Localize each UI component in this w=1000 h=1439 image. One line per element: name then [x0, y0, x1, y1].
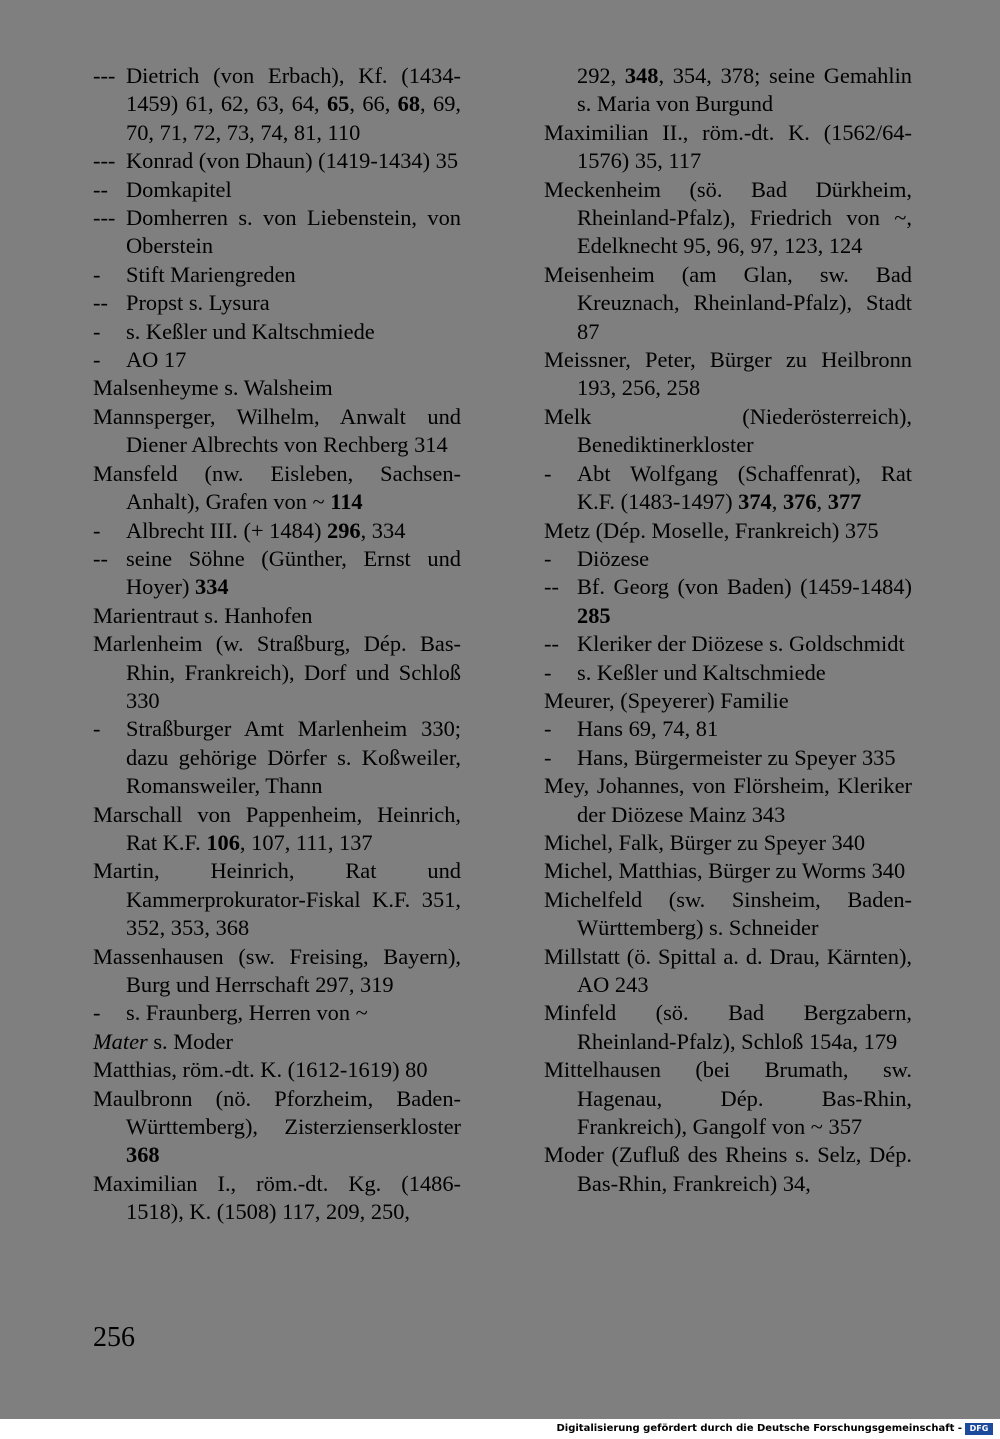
dfg-logo-icon: DFG: [965, 1423, 993, 1435]
entry-dash: -: [544, 716, 552, 742]
entry-dash: -: [544, 460, 552, 486]
index-entry: [544, 403, 912, 460]
index-entry: [544, 687, 912, 715]
entry-text: Diözese: [577, 545, 650, 571]
entry-text: Malsenheyme s. Walsheim: [93, 375, 333, 401]
index-entry: [93, 1170, 461, 1227]
entry-text: Moder (Zufluß des Rheins s. Selz, Dép. Bas-Rhin, Frankreich) 34,: [544, 1142, 912, 1196]
index-column-left: [93, 62, 461, 1227]
entry-text: Straßburger Amt Marlenheim 330; dazu gehörige Dörfer s. Koßweiler, Romansweiler, Thann: [126, 716, 461, 799]
index-entry: [544, 460, 912, 517]
entry-text: Konrad (von Dhaun) (1419-1434) 35: [126, 148, 459, 174]
index-entry: [544, 261, 912, 346]
entry-text: s. Keßler und Kaltschmiede: [577, 659, 826, 685]
index-entry: [544, 999, 912, 1056]
entry-text: Michel, Falk, Bürger zu Speyer 340: [544, 829, 866, 855]
entry-text: Meckenheim (sö. Bad Dürkheim, Rheinland-Pfalz), Friedrich von ~, Edelknecht 95, 96, 97, 123, 124: [544, 176, 912, 259]
index-entry: [544, 1141, 912, 1198]
index-entry: [93, 545, 461, 602]
entry-text: Maximilian I., röm.-dt. Kg. (1486-1518), K. (1508) 117, 209, 250,: [93, 1170, 461, 1225]
entry-text: 292, 348, 354, 378; seine Gemahlin s. Maria von Burgund: [577, 63, 913, 117]
index-entry: [93, 346, 461, 374]
index-entry: [93, 1028, 461, 1056]
entry-text: Stift Mariengreden: [126, 261, 296, 287]
index-entry: [544, 943, 912, 1000]
entry-text: Melk (Niederösterreich), Benediktinerkloster: [544, 403, 912, 458]
index-entry: [93, 460, 461, 517]
index-entry: [93, 289, 461, 317]
entry-text: Mey, Johannes, von Flörsheim, Kleriker der Diözese Mainz 343: [544, 773, 912, 827]
entry-dash: --: [93, 545, 108, 571]
entry-text: Mater s. Moder: [93, 1028, 233, 1054]
index-entry: [93, 147, 461, 175]
entry-text: Mittelhausen (bei Brumath, sw. Hagenau, Dép. Bas-Rhin, Frankreich), Gangolf von ~ 357: [544, 1057, 912, 1140]
entry-text: Meissner, Peter, Bürger zu Heilbronn 193, 256, 258: [544, 347, 912, 401]
entry-text: s. Keßler und Kaltschmiede: [126, 318, 375, 344]
entry-text: Meurer, (Speyerer) Familie: [544, 687, 789, 713]
entry-text: Millstatt (ö. Spittal a. d. Drau, Kärnten), AO 243: [544, 943, 912, 997]
index-column-right: [544, 62, 912, 1198]
entry-text: Kleriker der Diözese s. Goldschmidt: [577, 631, 905, 657]
entry-dash: -: [93, 517, 101, 543]
entry-dash: -: [93, 318, 101, 344]
index-entry: [544, 119, 912, 176]
entry-dash: --: [93, 290, 108, 316]
index-entry: [93, 62, 461, 147]
entry-text: Maximilian II., röm.-dt. K. (1562/64-1576) 35, 117: [544, 119, 912, 174]
entry-text: Martin, Heinrich, Rat und Kammerprokurator-Fiskal K.F. 351, 352, 353, 368: [93, 858, 461, 941]
entry-text: Hans, Bürgermeister zu Speyer 335: [577, 744, 896, 770]
entry-dash: -: [93, 716, 101, 742]
entry-text: Michel, Matthias, Bürger zu Worms 340: [544, 858, 906, 884]
index-entry: [93, 943, 461, 1000]
index-entry: [93, 176, 461, 204]
entry-text: Hans 69, 74, 81: [577, 716, 719, 742]
entry-text: Domkapitel: [126, 176, 232, 202]
index-entry: [93, 602, 461, 630]
index-entry: [93, 1085, 461, 1170]
index-entry: [544, 886, 912, 943]
entry-dash: --: [93, 176, 108, 202]
index-entry: [544, 1056, 912, 1141]
entry-dash: -: [544, 545, 552, 571]
index-entry: [93, 630, 461, 715]
entry-text: AO 17: [126, 347, 187, 373]
index-entry: [93, 204, 461, 261]
entry-dash: ---: [93, 205, 116, 231]
entry-dash: -: [93, 261, 101, 287]
index-entry: [544, 829, 912, 857]
index-entry: [544, 545, 912, 573]
index-entry: [544, 744, 912, 772]
entry-text: Matthias, röm.-dt. K. (1612-1619) 80: [93, 1057, 428, 1083]
entry-text: Marschall von Pappenheim, Heinrich, Rat K.F. 106, 107, 111, 137: [93, 801, 461, 855]
entry-text: Albrecht III. (+ 1484) 296, 334: [126, 517, 406, 543]
entry-text: Mansfeld (nw. Eisleben, Sachsen-Anhalt), Grafen von ~ 114: [93, 460, 461, 515]
index-entry: [544, 573, 912, 630]
entry-text: Michelfeld (sw. Sinsheim, Baden-Württemberg) s. Schneider: [544, 886, 912, 941]
entry-dash: -: [544, 744, 552, 770]
entry-text: seine Söhne (Günther, Ernst und Hoyer) 334: [126, 545, 461, 600]
index-entry: [544, 630, 912, 658]
index-entry: [93, 801, 461, 858]
digitization-footer: [0, 1419, 1000, 1439]
index-entry: [93, 1056, 461, 1084]
index-entry: [544, 346, 912, 403]
index-entry: [544, 715, 912, 743]
entry-text: Marlenheim (w. Straßburg, Dép. Bas-Rhin, Frankreich), Dorf und Schloß 330: [93, 631, 461, 713]
entry-dash: -: [93, 347, 101, 373]
index-entry: [93, 517, 461, 545]
index-entry: [93, 374, 461, 402]
entry-dash: ---: [93, 63, 116, 88]
index-entry: [544, 772, 912, 829]
entry-text: Metz (Dép. Moselle, Frankreich) 375: [544, 517, 879, 543]
entry-text: Bf. Georg (von Baden) (1459-1484) 285: [577, 574, 912, 628]
index-entry: [544, 176, 912, 261]
index-entry: [544, 62, 912, 119]
index-entry: [544, 857, 912, 885]
entry-text: Marientraut s. Hanhofen: [93, 602, 313, 628]
entry-text: Massenhausen (sw. Freising, Bayern), Burg und Herrschaft 297, 319: [93, 943, 461, 997]
entry-dash: -: [544, 659, 552, 685]
index-entry: [93, 261, 461, 289]
entry-text: Meisenheim (am Glan, sw. Bad Kreuznach, Rheinland-Pfalz), Stadt 87: [544, 261, 912, 344]
entry-dash: -: [93, 1000, 101, 1026]
entry-text: Abt Wolfgang (Schaffenrat), Rat K.F. (1483-1497) 374, 376, 377: [577, 460, 912, 515]
entry-text: Maulbronn (nö. Pforzheim, Baden-Württemberg), Zisterzienserkloster 368: [93, 1085, 461, 1168]
footer-credit-text: Digitalisierung gefördert durch die Deutsche Forschungsgemeinschaft -: [556, 1423, 962, 1434]
index-entry: [544, 517, 912, 545]
index-entry: [93, 857, 461, 942]
entry-text: Mannsperger, Wilhelm, Anwalt und Diener Albrechts von Rechberg 314: [93, 403, 461, 458]
index-entry: [93, 715, 461, 800]
entry-dash: --: [544, 631, 559, 657]
entry-dash: ---: [93, 148, 116, 174]
entry-text: Domherren s. von Liebenstein, von Oberstein: [126, 205, 461, 259]
index-entry: [544, 659, 912, 687]
entry-text: Dietrich (von Erbach), Kf. (1434-1459) 61, 62, 63, 64, 65, 66, 68, 69, 70, 71, 72, 73, 74, 81, 110: [126, 63, 461, 145]
entry-text: Minfeld (sö. Bad Bergzabern, Rheinland-Pfalz), Schloß 154a, 179: [544, 1000, 912, 1054]
index-entry: [93, 403, 461, 460]
entry-dash: --: [544, 574, 559, 600]
index-entry: [93, 318, 461, 346]
page-number: 256: [93, 1322, 135, 1353]
entry-text: Propst s. Lysura: [126, 290, 270, 316]
index-entry: [93, 999, 461, 1027]
entry-text: s. Fraunberg, Herren von ~: [126, 1000, 368, 1026]
